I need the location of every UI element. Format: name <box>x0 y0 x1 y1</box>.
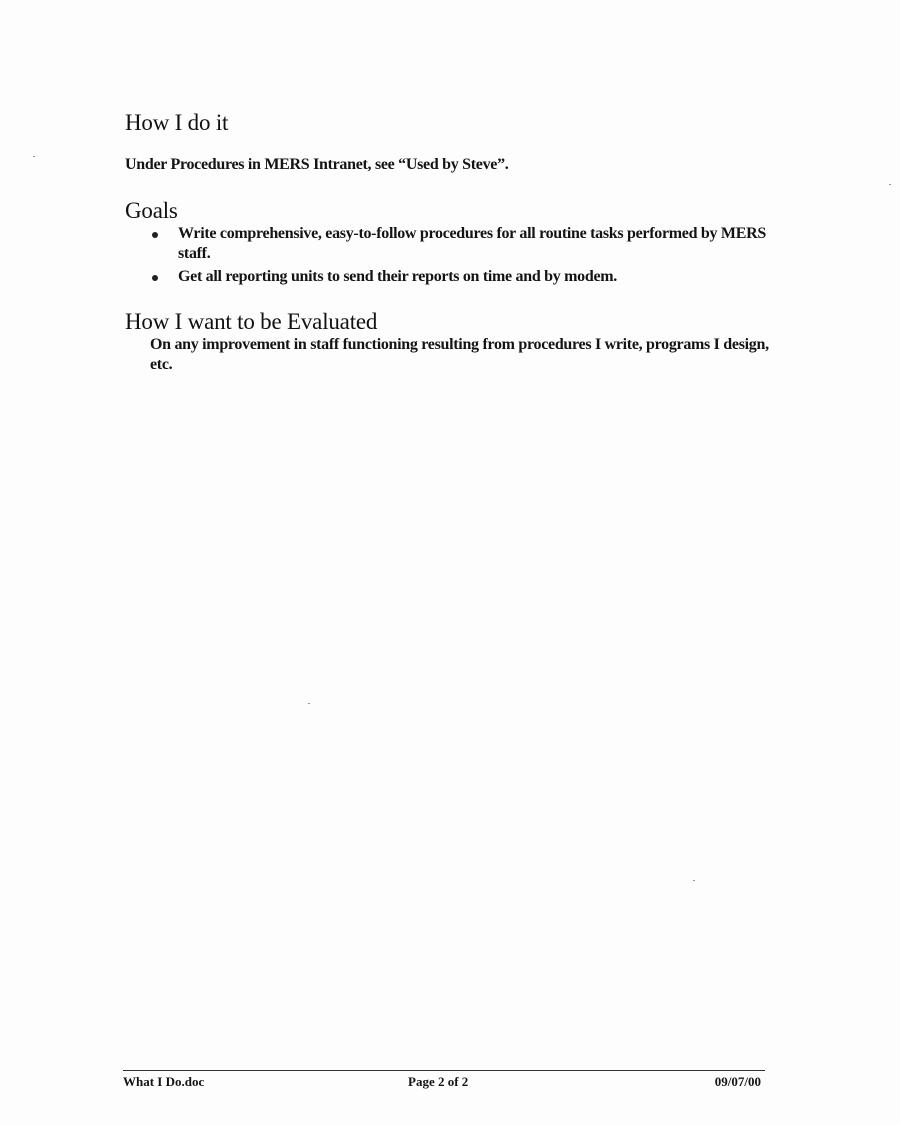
scan-speck <box>33 156 35 157</box>
scan-speck <box>693 880 695 881</box>
section-title-how-i-do-it: How I do it <box>125 110 229 135</box>
footer-date: 09/07/00 <box>714 1074 761 1089</box>
section-title-goals: Goals <box>125 198 178 223</box>
footer-filename: What I Do.doc <box>123 1074 205 1089</box>
bullet-icon <box>152 275 158 281</box>
section-body-evaluation: On any improvement in staff functioning resulting from procedures I write, programs I design, etc. <box>150 336 769 373</box>
goal-text: Write comprehensive, easy-to-follow procedures for all routine tasks performed by MERS staff. <box>178 225 766 262</box>
list-item <box>150 224 770 264</box>
scan-speck <box>308 703 310 704</box>
list-item <box>150 267 770 287</box>
scan-speck <box>889 184 891 185</box>
footer-page-number: Page 2 of 2 <box>408 1074 469 1089</box>
section-title-evaluation: How I want to be Evaluated <box>125 309 378 334</box>
goal-text: Get all reporting units to send their reports on time and by modem. <box>178 268 618 285</box>
bullet-icon <box>152 232 158 238</box>
goals-list <box>150 224 770 290</box>
footer-divider <box>123 1070 765 1071</box>
section-body-how-i-do-it: Under Procedures in MERS Intranet, see “Used by Steve”. <box>125 156 509 173</box>
